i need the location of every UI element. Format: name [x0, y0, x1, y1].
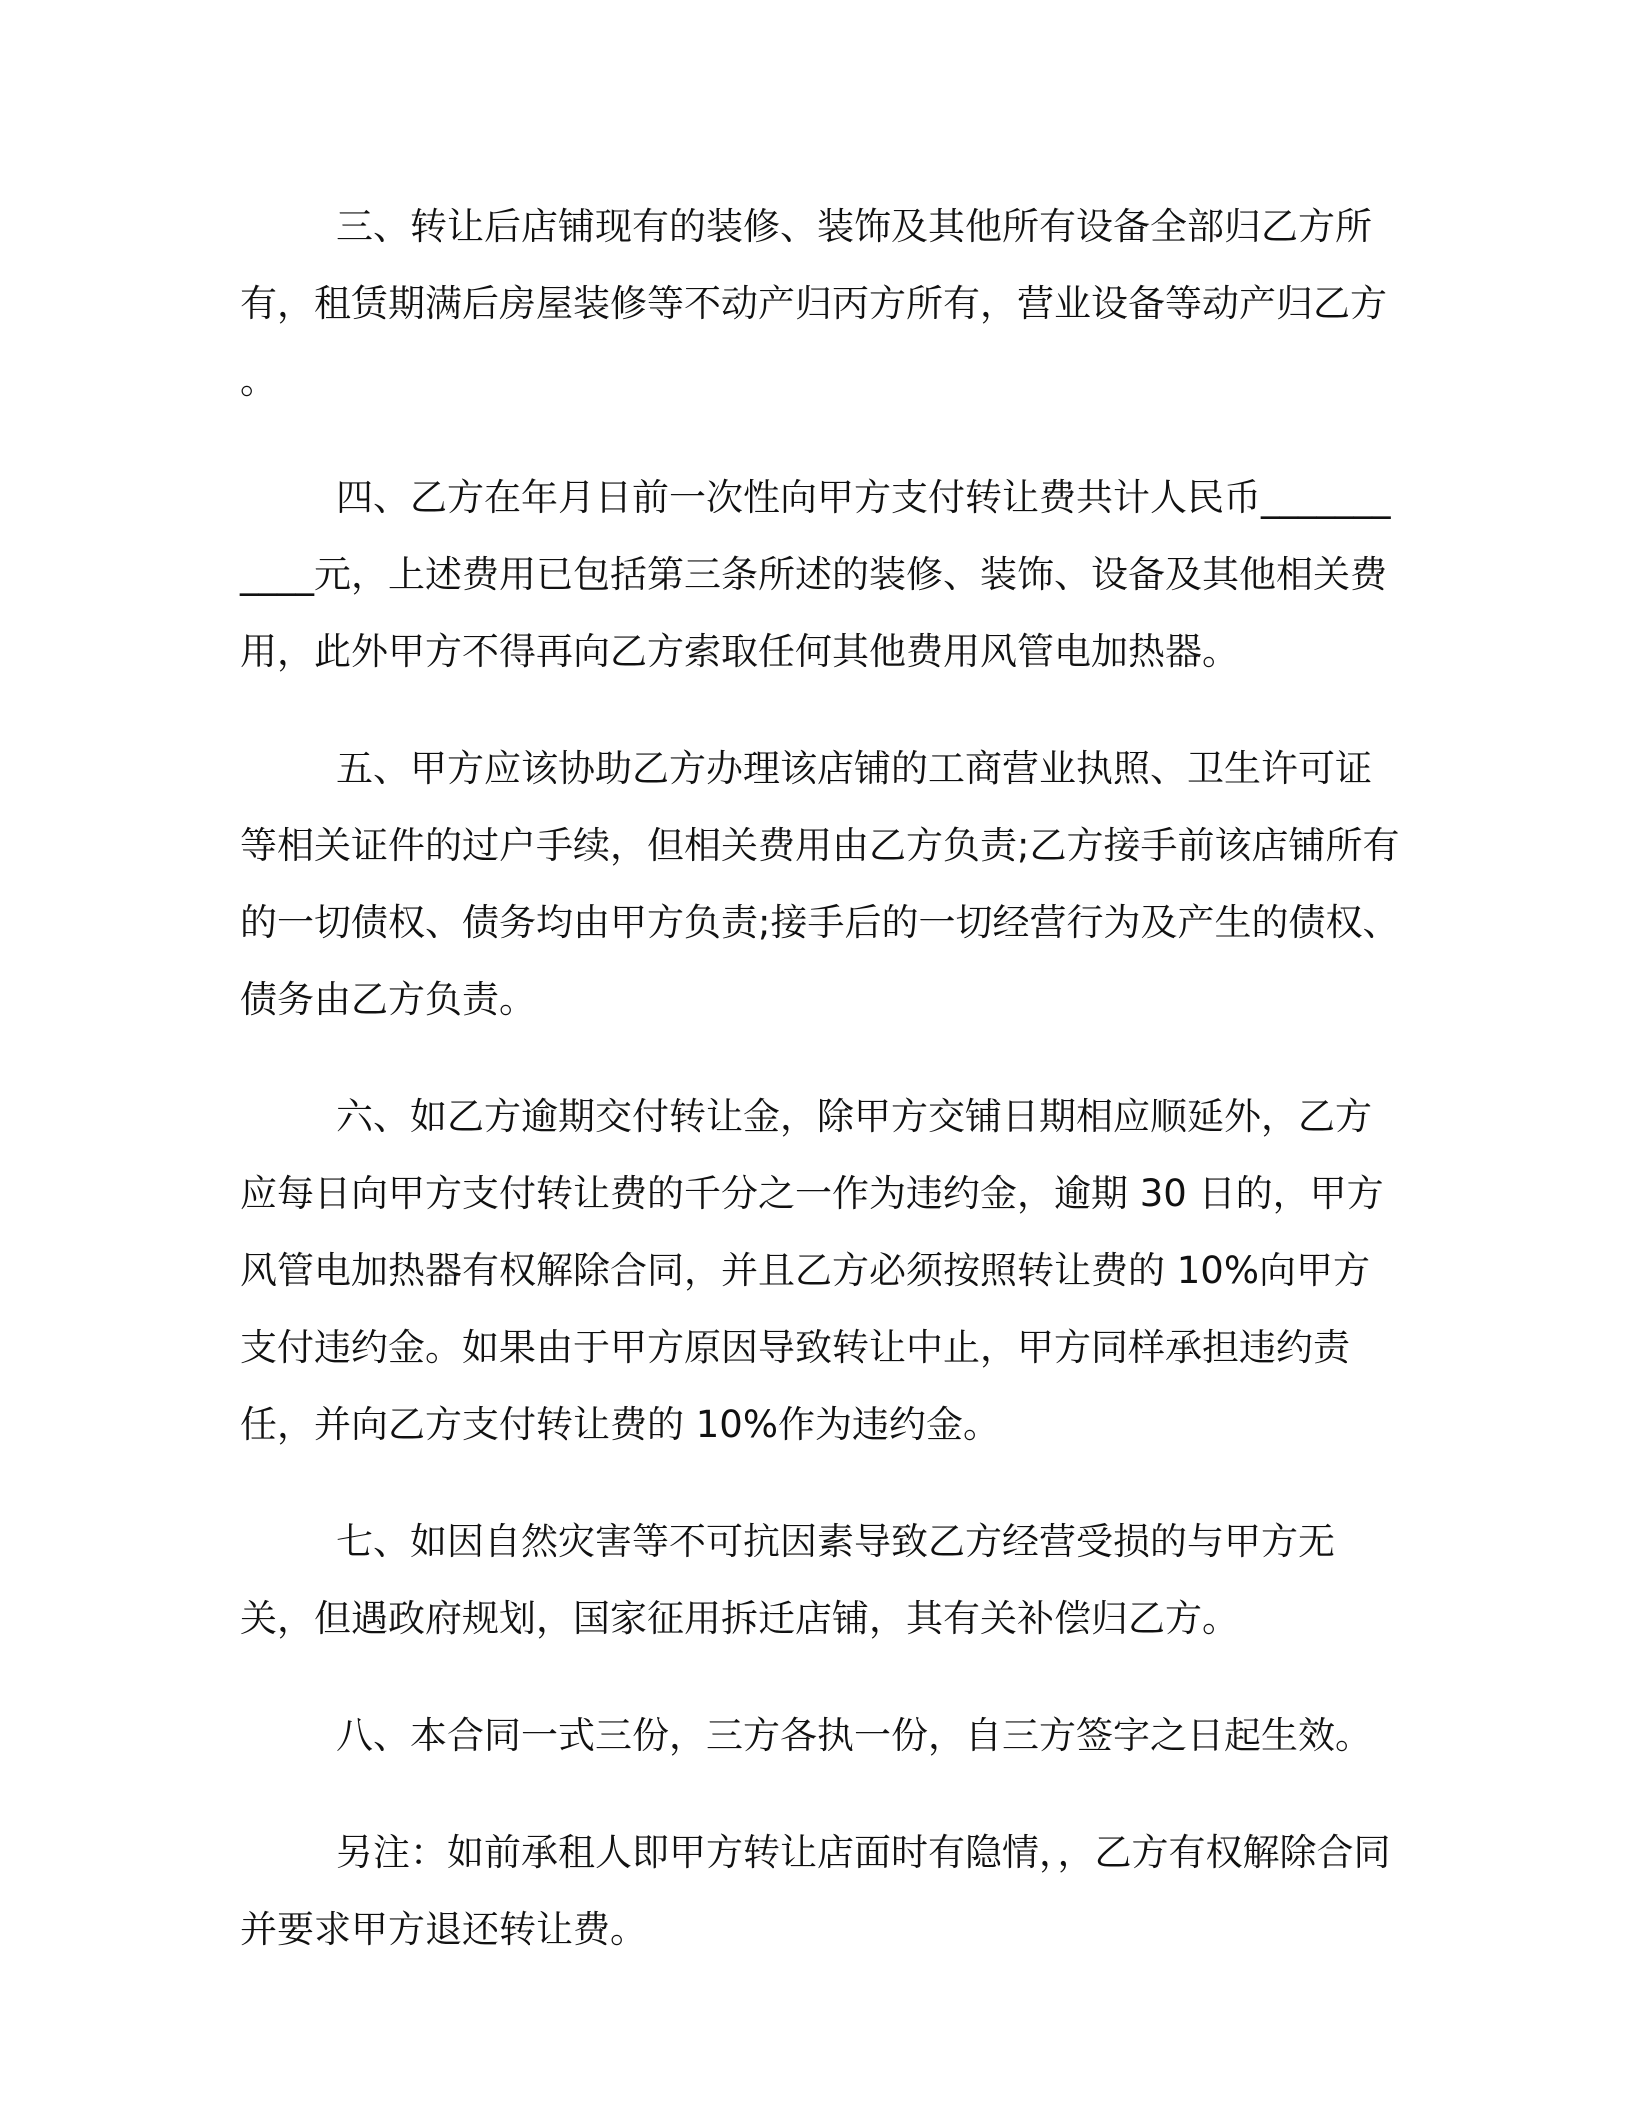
document-page — [240, 188, 1400, 1968]
clause-five: 五、甲方应该协助乙方办理该店铺的工商营业执照、卫生许可证等相关证件的过户手续，但相关费用由乙方负责;乙方接手前该店铺所有的一切债权、债务均由甲方负责;接手后的一切经营行为及产生的债权、债务由乙方负责。 — [240, 747, 1400, 1021]
clause-four: 四、乙方在年月日前一次性向甲方支付转让费共计人民币___________元，上述费用已包括第三条所述的装修、装饰、设备及其他相关费用，此外甲方不得再向乙方索取任何其他费用风管电加热器。 — [240, 476, 1391, 673]
clause-three: 三、转让后店铺现有的装修、装饰及其他所有设备全部归乙方所有，租赁期满后房屋装修等不动产归丙方所有，营业设备等动产归乙方 。 — [240, 205, 1387, 402]
clause-six: 六、如乙方逾期交付转让金，除甲方交铺日期相应顺延外，乙方应每日向甲方支付转让费的千分之一作为违约金，逾期 30 日的，甲方风管电加热器有权解除合同，并且乙方必须按照转让费的 10%向甲方支付违约金。如果由于甲方原因导致转让中止，甲方同样承担违约责任，并向乙方支付转让费的 10%作为违约金。 — [240, 1095, 1384, 1446]
clause-eight: 八、本合同一式三份，三方各执一份，自三方签字之日起生效。 — [336, 1714, 1372, 1757]
additional-note: 另注：如前承租人即甲方转让店面时有隐情，，乙方有权解除合同并要求甲方退还转让费。 — [240, 1831, 1391, 1951]
clause-seven: 七、如因自然灾害等不可抗因素导致乙方经营受损的与甲方无关，但遇政府规划，国家征用拆迁店铺，其有关补偿归乙方。 — [240, 1520, 1335, 1640]
